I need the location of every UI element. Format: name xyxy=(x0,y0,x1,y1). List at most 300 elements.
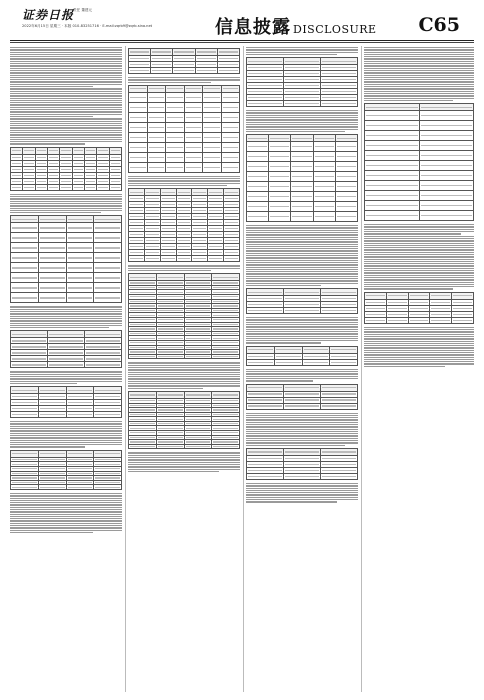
text-block xyxy=(246,225,358,286)
cell-text xyxy=(158,282,183,283)
cell-text xyxy=(366,302,385,303)
cell-text xyxy=(40,487,65,488)
cell-text xyxy=(149,157,165,158)
cell-text xyxy=(248,85,282,86)
table-row xyxy=(365,141,474,151)
table-cell xyxy=(291,192,313,202)
cell-text xyxy=(225,252,238,253)
cell-text xyxy=(248,310,282,311)
cell-text xyxy=(270,196,289,197)
table-cell xyxy=(11,273,39,283)
table-cell xyxy=(284,289,321,296)
cell-text xyxy=(12,163,21,164)
cell-text xyxy=(270,176,289,177)
table-cell xyxy=(203,102,222,112)
table-cell xyxy=(365,141,420,151)
cell-text xyxy=(213,347,238,348)
cell-text xyxy=(248,304,282,305)
data-table xyxy=(246,288,358,314)
cell-text xyxy=(178,258,191,259)
cell-text xyxy=(337,196,356,197)
table-cell xyxy=(313,192,335,202)
table-cell xyxy=(365,201,420,211)
cell-text xyxy=(322,97,356,98)
table-cell xyxy=(176,189,192,196)
cell-text xyxy=(213,419,238,420)
table-cell xyxy=(35,184,47,190)
cell-text xyxy=(68,477,93,478)
cell-text xyxy=(248,91,282,92)
table-cell xyxy=(35,147,47,154)
table-cell xyxy=(184,444,212,449)
cell-text xyxy=(40,453,65,454)
cell-text xyxy=(225,246,238,247)
cell-text xyxy=(322,464,356,465)
table-cell xyxy=(47,184,59,190)
page-number: C65 xyxy=(418,14,460,36)
cell-text xyxy=(209,246,222,247)
table-row xyxy=(365,111,474,121)
cell-text xyxy=(219,51,238,52)
table-cell xyxy=(94,293,122,303)
table-cell xyxy=(184,162,203,172)
cell-text xyxy=(225,258,238,259)
cell-text xyxy=(130,240,143,241)
table-cell xyxy=(184,92,203,102)
table-cell xyxy=(38,485,66,490)
cell-text xyxy=(204,147,220,148)
table-cell xyxy=(38,223,66,233)
cell-text xyxy=(40,402,65,403)
cell-text xyxy=(98,157,107,158)
text-block xyxy=(10,306,122,328)
cell-text xyxy=(366,175,418,176)
cell-text xyxy=(213,287,238,288)
table-row xyxy=(247,202,358,212)
cell-text xyxy=(130,277,155,278)
cell-text xyxy=(158,419,183,420)
table-cell xyxy=(335,182,357,192)
cell-text xyxy=(158,301,183,302)
cell-text xyxy=(68,468,93,469)
table-cell xyxy=(38,412,66,418)
cell-text xyxy=(213,405,238,406)
cell-text xyxy=(337,176,356,177)
cell-text xyxy=(322,399,356,400)
cell-text xyxy=(167,137,183,138)
cell-text xyxy=(337,138,356,139)
cell-text xyxy=(219,64,238,65)
cell-text xyxy=(95,390,120,391)
text-block xyxy=(246,413,358,446)
data-table xyxy=(128,85,240,173)
table-cell xyxy=(365,211,420,221)
cell-text xyxy=(337,156,356,157)
cell-text xyxy=(68,473,93,474)
table-row xyxy=(129,152,240,162)
cell-text xyxy=(193,222,206,223)
cell-text xyxy=(12,390,37,391)
cell-text xyxy=(158,338,183,339)
cell-text xyxy=(186,301,211,302)
cell-text xyxy=(130,432,155,433)
cell-text xyxy=(248,399,282,400)
table-cell xyxy=(321,58,358,65)
cell-text xyxy=(68,237,93,238)
cell-text xyxy=(95,464,120,465)
table-row xyxy=(129,85,240,92)
header-rule xyxy=(10,40,474,41)
table-cell xyxy=(97,184,109,190)
table-cell xyxy=(419,171,474,181)
section-title xyxy=(215,13,377,39)
cell-text xyxy=(213,394,238,395)
cell-text xyxy=(285,292,319,293)
cell-text xyxy=(276,349,301,350)
cell-text xyxy=(213,319,238,320)
column-divider xyxy=(125,46,126,692)
table-cell xyxy=(11,216,39,223)
cell-text xyxy=(270,146,289,147)
cell-text xyxy=(130,310,155,311)
cell-text xyxy=(158,394,183,395)
cell-text xyxy=(98,150,107,151)
cell-text xyxy=(12,237,37,238)
cell-text xyxy=(149,107,165,108)
table-cell xyxy=(335,212,357,222)
cell-text xyxy=(130,88,146,89)
cell-text xyxy=(49,150,58,151)
cell-text xyxy=(24,150,33,151)
cell-text xyxy=(213,356,238,357)
data-table xyxy=(246,346,358,366)
table-cell xyxy=(365,171,420,181)
table-cell xyxy=(330,346,358,353)
cell-text xyxy=(285,304,319,305)
cell-text xyxy=(158,428,183,429)
table-row xyxy=(11,450,122,457)
cell-text xyxy=(248,216,267,217)
table-cell xyxy=(66,485,94,490)
table-row xyxy=(11,243,122,253)
table-cell xyxy=(284,58,321,65)
cell-text xyxy=(186,405,211,406)
cell-text xyxy=(74,175,83,176)
table-cell xyxy=(66,233,94,243)
cell-text xyxy=(152,58,171,59)
cell-text xyxy=(410,314,429,315)
cell-text xyxy=(366,125,418,126)
table-cell xyxy=(274,359,302,365)
table-cell xyxy=(291,162,313,172)
table-row xyxy=(247,346,358,353)
cell-text xyxy=(130,192,143,193)
table-cell xyxy=(66,412,94,418)
table-cell xyxy=(321,384,358,391)
cell-text xyxy=(292,146,311,147)
table-cell xyxy=(38,450,66,457)
cell-text xyxy=(197,51,216,52)
table-cell xyxy=(184,122,203,132)
cell-text xyxy=(421,107,473,108)
cell-text xyxy=(49,358,83,359)
table-cell xyxy=(247,152,269,162)
cell-text xyxy=(130,324,155,325)
table-cell xyxy=(247,473,284,479)
cell-text xyxy=(248,61,282,62)
cell-text xyxy=(219,70,238,71)
cell-text xyxy=(285,310,319,311)
cell-text xyxy=(193,252,206,253)
table-cell xyxy=(203,85,222,92)
cell-text xyxy=(292,186,311,187)
cell-text xyxy=(95,227,120,228)
cell-text xyxy=(146,258,159,259)
table-cell xyxy=(335,202,357,212)
table-row xyxy=(247,135,358,142)
cell-text xyxy=(270,156,289,157)
cell-text xyxy=(12,453,37,454)
table-row xyxy=(365,171,474,181)
cell-text xyxy=(213,351,238,352)
table-row xyxy=(247,152,358,162)
data-table xyxy=(10,386,122,418)
cell-text xyxy=(12,150,21,151)
cell-text xyxy=(225,234,238,235)
table-cell xyxy=(184,391,212,398)
cell-text xyxy=(248,156,267,157)
cell-text xyxy=(130,333,155,334)
table-row xyxy=(129,256,240,262)
cell-text xyxy=(61,169,70,170)
cell-text xyxy=(146,192,159,193)
cell-text xyxy=(178,246,191,247)
table-row xyxy=(247,448,358,455)
table-cell xyxy=(247,289,284,296)
cell-text xyxy=(152,51,171,52)
cell-text xyxy=(421,205,473,206)
cell-text xyxy=(95,257,120,258)
cell-text xyxy=(204,97,220,98)
section-title-cn: 信息披露 xyxy=(215,17,291,38)
cell-text xyxy=(68,453,93,454)
cell-text xyxy=(130,347,155,348)
table-cell xyxy=(147,85,166,92)
table-cell xyxy=(313,162,335,172)
cell-text xyxy=(223,157,239,158)
cell-text xyxy=(186,287,211,288)
table-row xyxy=(247,308,358,314)
table-cell xyxy=(129,444,157,449)
cell-text xyxy=(186,446,211,447)
table-cell xyxy=(335,172,357,182)
cell-text xyxy=(12,297,37,298)
table-cell xyxy=(129,85,148,92)
table-cell xyxy=(203,142,222,152)
cell-text xyxy=(186,441,211,442)
table-cell xyxy=(313,212,335,222)
cell-text xyxy=(322,73,356,74)
cell-text xyxy=(209,258,222,259)
cell-text xyxy=(322,470,356,471)
table-cell xyxy=(217,68,239,74)
cell-text xyxy=(209,210,222,211)
cell-text xyxy=(158,414,183,415)
cell-text xyxy=(158,351,183,352)
cell-text xyxy=(421,185,473,186)
cell-text xyxy=(12,287,37,288)
cell-text xyxy=(366,185,418,186)
table-row xyxy=(11,184,122,190)
table-cell xyxy=(430,317,452,323)
table-cell xyxy=(269,192,291,202)
table-cell xyxy=(192,189,208,196)
table-cell xyxy=(419,151,474,161)
cell-text xyxy=(12,277,37,278)
cell-text xyxy=(158,324,183,325)
cell-text xyxy=(149,97,165,98)
cell-text xyxy=(213,301,238,302)
table-cell xyxy=(221,102,240,112)
cell-text xyxy=(292,138,311,139)
cell-text xyxy=(223,88,239,89)
table-cell xyxy=(313,172,335,182)
cell-text xyxy=(158,333,183,334)
table-cell xyxy=(269,142,291,152)
table-cell xyxy=(203,122,222,132)
cell-text xyxy=(248,393,282,394)
table-cell xyxy=(247,182,269,192)
cell-text xyxy=(68,487,93,488)
table-cell xyxy=(11,450,39,457)
table-cell xyxy=(144,189,160,196)
cell-text xyxy=(130,405,155,406)
cell-text xyxy=(248,97,282,98)
table-cell xyxy=(321,101,358,107)
cell-text xyxy=(213,414,238,415)
cell-text xyxy=(130,210,143,211)
table-row xyxy=(247,289,358,296)
cell-text xyxy=(213,446,238,447)
cell-text xyxy=(24,175,33,176)
table-cell xyxy=(184,132,203,142)
cell-text xyxy=(453,308,472,309)
cell-text xyxy=(49,187,58,188)
cell-text xyxy=(248,464,282,465)
table-cell xyxy=(452,292,474,299)
cell-text xyxy=(186,351,211,352)
table-row xyxy=(247,192,358,202)
table-cell xyxy=(184,102,203,112)
table-cell xyxy=(94,283,122,293)
table-cell xyxy=(66,273,94,283)
cell-text xyxy=(315,186,334,187)
cell-text xyxy=(322,298,356,299)
table-cell xyxy=(147,122,166,132)
table-cell xyxy=(221,112,240,122)
cell-text xyxy=(149,117,165,118)
cell-text xyxy=(186,432,211,433)
table-cell xyxy=(129,274,157,281)
cell-text xyxy=(68,297,93,298)
cell-text xyxy=(248,451,282,452)
table-cell xyxy=(203,132,222,142)
table-row xyxy=(11,147,122,154)
table-cell xyxy=(247,101,284,107)
cell-text xyxy=(366,195,418,196)
cell-text xyxy=(388,308,407,309)
table-row xyxy=(11,362,122,368)
cell-text xyxy=(197,64,216,65)
cell-text xyxy=(167,97,183,98)
cell-text xyxy=(12,364,46,365)
table-cell xyxy=(365,161,420,171)
cell-text xyxy=(111,163,120,164)
table-cell xyxy=(408,317,430,323)
header-rule-thin xyxy=(10,42,474,43)
cell-text xyxy=(213,428,238,429)
cell-text xyxy=(95,237,120,238)
table-cell xyxy=(284,403,321,409)
cell-text xyxy=(98,169,107,170)
cell-text xyxy=(331,356,356,357)
table-cell xyxy=(129,92,148,102)
cell-text xyxy=(285,405,319,406)
cell-text xyxy=(388,320,407,321)
cell-text xyxy=(315,206,334,207)
table-cell xyxy=(195,49,217,56)
cell-text xyxy=(225,210,238,211)
table-row xyxy=(129,49,240,56)
cell-text xyxy=(162,192,175,193)
cell-text xyxy=(68,459,93,460)
cell-text xyxy=(61,181,70,182)
cell-text xyxy=(186,333,211,334)
cell-text xyxy=(331,362,356,363)
cell-text xyxy=(68,396,93,397)
cell-text xyxy=(322,292,356,293)
table-cell xyxy=(247,384,284,391)
table-cell xyxy=(72,184,84,190)
table-cell xyxy=(156,354,184,359)
cell-text xyxy=(130,328,155,329)
table-row xyxy=(247,172,358,182)
cell-text xyxy=(12,175,21,176)
cell-text xyxy=(322,387,356,388)
table-cell xyxy=(335,192,357,202)
cell-text xyxy=(162,228,175,229)
table-cell xyxy=(147,132,166,142)
cell-text xyxy=(130,58,149,59)
data-table xyxy=(10,215,122,303)
cell-text xyxy=(158,446,183,447)
cell-text xyxy=(285,458,319,459)
text-block xyxy=(364,236,474,290)
table-cell xyxy=(269,212,291,222)
cell-text xyxy=(453,295,472,296)
cell-text xyxy=(225,222,238,223)
cell-text xyxy=(337,146,356,147)
table-cell xyxy=(166,142,185,152)
cell-text xyxy=(130,428,155,429)
table-cell xyxy=(419,211,474,221)
cell-text xyxy=(61,187,70,188)
table-cell xyxy=(208,256,224,262)
cell-text xyxy=(270,206,289,207)
cell-text xyxy=(186,400,211,401)
cell-text xyxy=(130,351,155,352)
cell-text xyxy=(74,163,83,164)
